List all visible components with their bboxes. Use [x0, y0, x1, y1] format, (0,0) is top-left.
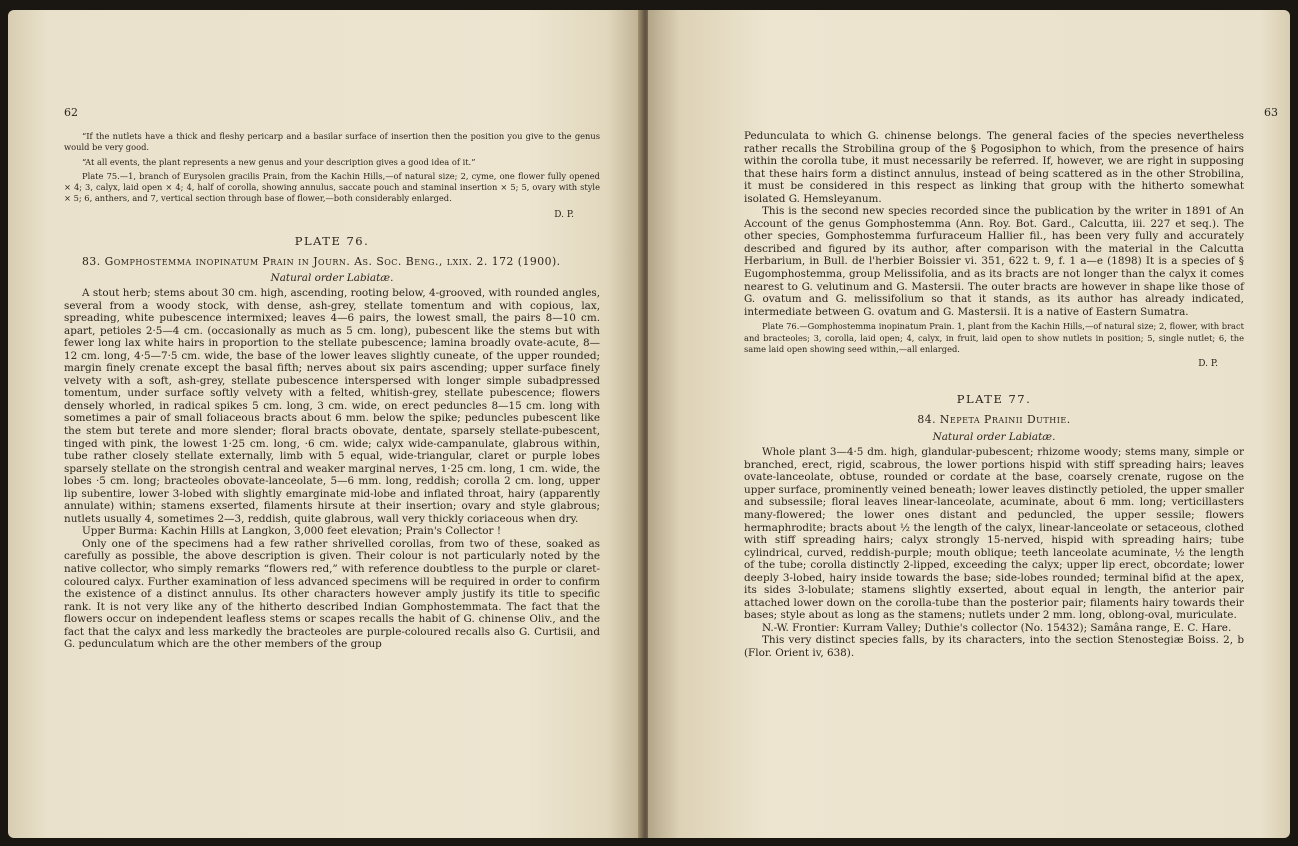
page-number: 63	[1264, 106, 1278, 119]
right-page	[648, 10, 1290, 838]
plate-heading: PLATE 76.	[294, 234, 370, 249]
quote-paragraph: “At all events, the plant represents a new genus and your description gives a good idea of it.”	[82, 156, 476, 167]
plate-caption: Plate 76.—Gomphostemma inopinatum Prain. 1, plant from the Kachin Hills,—of natural size; 2, flower, with bract and bracteoles; 3, corolla, laid open; 4, calyx, in fruit, laid open to show nutlets in position; 5, single nutlet; 6, the same laid open showing seed within,—all enlarged.	[744, 321, 1244, 354]
closing-paragraph: This very distinct species falls, by its characters, into the section Stenostegiæ Boiss. 2, b (Flor. Orient iv, 638).	[744, 634, 1244, 660]
signature: D. P.	[554, 209, 574, 220]
species-heading: 84. Nepeta Prainii Duthie.	[917, 413, 1071, 427]
page-number: 62	[64, 106, 78, 119]
left-page	[8, 10, 644, 838]
species-heading: 83. Gomphostemma inopinatum Prain in Journ. As. Soc. Beng., lxix. 2. 172 (1900).	[82, 254, 561, 268]
continuation-paragraph: Pedunculata to which G. chinense belongs. The general facies of the species nevertheless rather recalls the Strobilina group of the § Pogosiphon to which, from the presence of hairs within the corolla tube, it must necessarily be referred. If, however, we are right in supposing that these hairs form a distinct annulus, instead of being scattered as in the other Strobilina, it must be considered in this respect as linking that group with the hitherto somewhat isolated G. Hemsleyanum.	[744, 130, 1244, 205]
natural-order: Natural order Labiatæ.	[270, 272, 394, 285]
plate-caption: Plate 75.—1, branch of Eurysolen gracilis Prain, from the Kachin Hills,—of natural size; 2, cyme, one flower fully opened × 4; 3, calyx, laid open × 4; 4, half of corolla, showing annulus, saccate pouch and staminal insertion × 5; 5, ovary with style × 5; 6, anthers, and 7, vertical section through base of flower,—both considerably enlarged.	[64, 170, 600, 204]
species-description: A stout herb; stems about 30 cm. high, ascending, rooting below, 4-grooved, with rounded angles, several from a woody stock, with dense, ash-grey, stellate tomentum and with copious, lax, spreading, white pubescence intermixed; leaves 4—6 pairs, the lowest small, the pairs 8—10 cm. apart, petioles 2·5—4 cm. (occasionally as much as 5 cm. long), pubescent like the stems but with fewer long lax white hairs in proportion to the stellate pubescence; lamina broadly ovate-acute, 8—12 cm. long, 4·5—7·5 cm. wide, the base of the lower leaves slightly cuneate, of the upper rounded; margin finely crenate except the basal fifth; nerves about six pairs ascending; upper surface finely velvety with a soft, ash-grey, stellate pubescence interspersed with longer simple subadpressed tomentum, under surface softly velvety with a felted, whitish-grey, stellate pubescence; flowers densely whorled, in radical spikes 5 cm. long, 3 cm. wide, on erect peduncles 8—15 cm. long with sometimes a pair of small foliaceous bracts about 6 mm. below the spike; peduncles pubescent like the stem but terete and more slender; floral bracts obovate, dentate, sparsely stellate-pubescent, tinged with pink, the lowest 1·25 cm. long, ·6 cm. wide; calyx wide-campanulate, glabrous within, tube rather closely stellate externally, limb with 5 equal, wide-triangular, claret or purple lobes sparsely stellate on the strongish central and weaker marginal nerves, 1·25 cm. long, 1 cm. wide, the lobes ·5 cm. long; bracteoles obovate-lanceolate, 5—6 mm. long, reddish; corolla 2 cm. long, upper lip subentire, lower 3-lobed with slightly emarginate mid-lobe and inflated throat, hairy (apparently annulate) within; stamens exserted, filaments hirsute at their insertion; ovary and style glabrous; nutlets usually 4, sometimes 2—3, reddish, quite glabrous, wall very thickly coriaceous when dry.	[64, 286, 600, 525]
open-book	[8, 10, 1290, 840]
locality: Upper Burma: Kachin Hills at Langkon, 3,000 feet elevation; Prain's Collector !	[82, 525, 502, 538]
discussion-paragraph: Only one of the specimens had a few rather shrivelled corollas, from two of these, soaked as carefully as possible, the above description is given. Their colour is not particularly noted by the native collector, who simply remarks “flowers red,” with reference doubtless to the purple or claret-coloured calyx. Further examination of less advanced specimens will be required in order to confirm the existence of a distinct annulus. Its other characters however amply justify its title to specific rank. It is not very like any of the hitherto described Indian Gomphostemmata. The fact that the flowers occur on independent leafless stems or scapes recalls the habit of G. chinense Oliv., and the fact that the calyx and less markedly the bracteoles are purple-coloured recalls also G. Curtisii, and G. pedunculatum which are the other members of the group	[64, 537, 600, 651]
left-page-text	[64, 131, 600, 651]
paragraph: This is the second new species recorded since the publication by the writer in 1891 of An Account of the genus Gomphostemma (Ann. Roy. Bot. Gard., Calcutta, iii. 227 et seq.). The other species, Gomphostemma furfuraceum Hallier fil., has been very fully and accurately described and figured by its author, after comparison with the material in the Calcutta Herbarium, in Bull. de l'herbier Boissier vi. 351, 622 t. 9, f. 1 a—e (1898) It is a species of § Eugomphostemma, group Melissifolia, and as its bracts are not longer than the calyx it comes nearest to G. velutinum and G. Mastersii. The outer bracts are however in shape like those of G. ovatum and G. melissifolium so that it stands, as its author has already indicated, intermediate between G. ovatum and G. Mastersii. It is a native of Eastern Sumatra.	[744, 205, 1244, 318]
natural-order: Natural order Labiatæ.	[932, 430, 1056, 443]
signature: D. P.	[1198, 359, 1218, 370]
plate-heading: PLATE 77.	[956, 391, 1032, 406]
locality: N.-W. Frontier: Kurram Valley; Duthie's collector (No. 15432); Samâna range, E. C. Hare.	[762, 621, 1232, 634]
quote-paragraph: “If the nutlets have a thick and fleshy pericarp and a basilar surface of insertion then the position you give to the genus would be very good.	[64, 131, 600, 153]
species-description: Whole plant 3—4·5 dm. high, glandular-pubescent; rhizome woody; stems many, simple or branched, erect, rigid, scabrous, the lower portions hispid with stiff spreading hairs; leaves ovate-lanceolate, obtuse, rounded or cordate at the base, coarsely crenate, rugose on the upper surface, prominently veined beneath; lower leaves distinctly petioled, the upper smaller and subsessile; floral leaves linear-lanceolate, acuminate, about 6 mm. long; verticillasters many-flowered; the lower ones distant and peduncled, the upper sessile; flowers hermaphrodite; bracts about ½ the length of the calyx, linear-lanceolate or setaceous, clothed with stiff spreading hairs; calyx strongly 15-nerved, hispid with spreading hairs; tube cylindrical, curved, reddish-purple; mouth oblique; teeth lanceolate acuminate, ½ the length of the tube; corolla distinctly 2-lipped, exceeding the calyx; upper lip erect, obcordate; lower deeply 3-lobed, hairy inside towards the base; side-lobes rounded; terminal bifid at the apex, its sides 3-lobulate; stamens slightly exserted, about equal in length, the anterior pair attached lower down on the corolla-tube than the posterior pair; filaments hairy towards their bases; style about as long as the stamens; nutlets under 2 mm. long, oblong-oval, muriculate.	[744, 446, 1244, 622]
right-page-text	[744, 130, 1244, 660]
